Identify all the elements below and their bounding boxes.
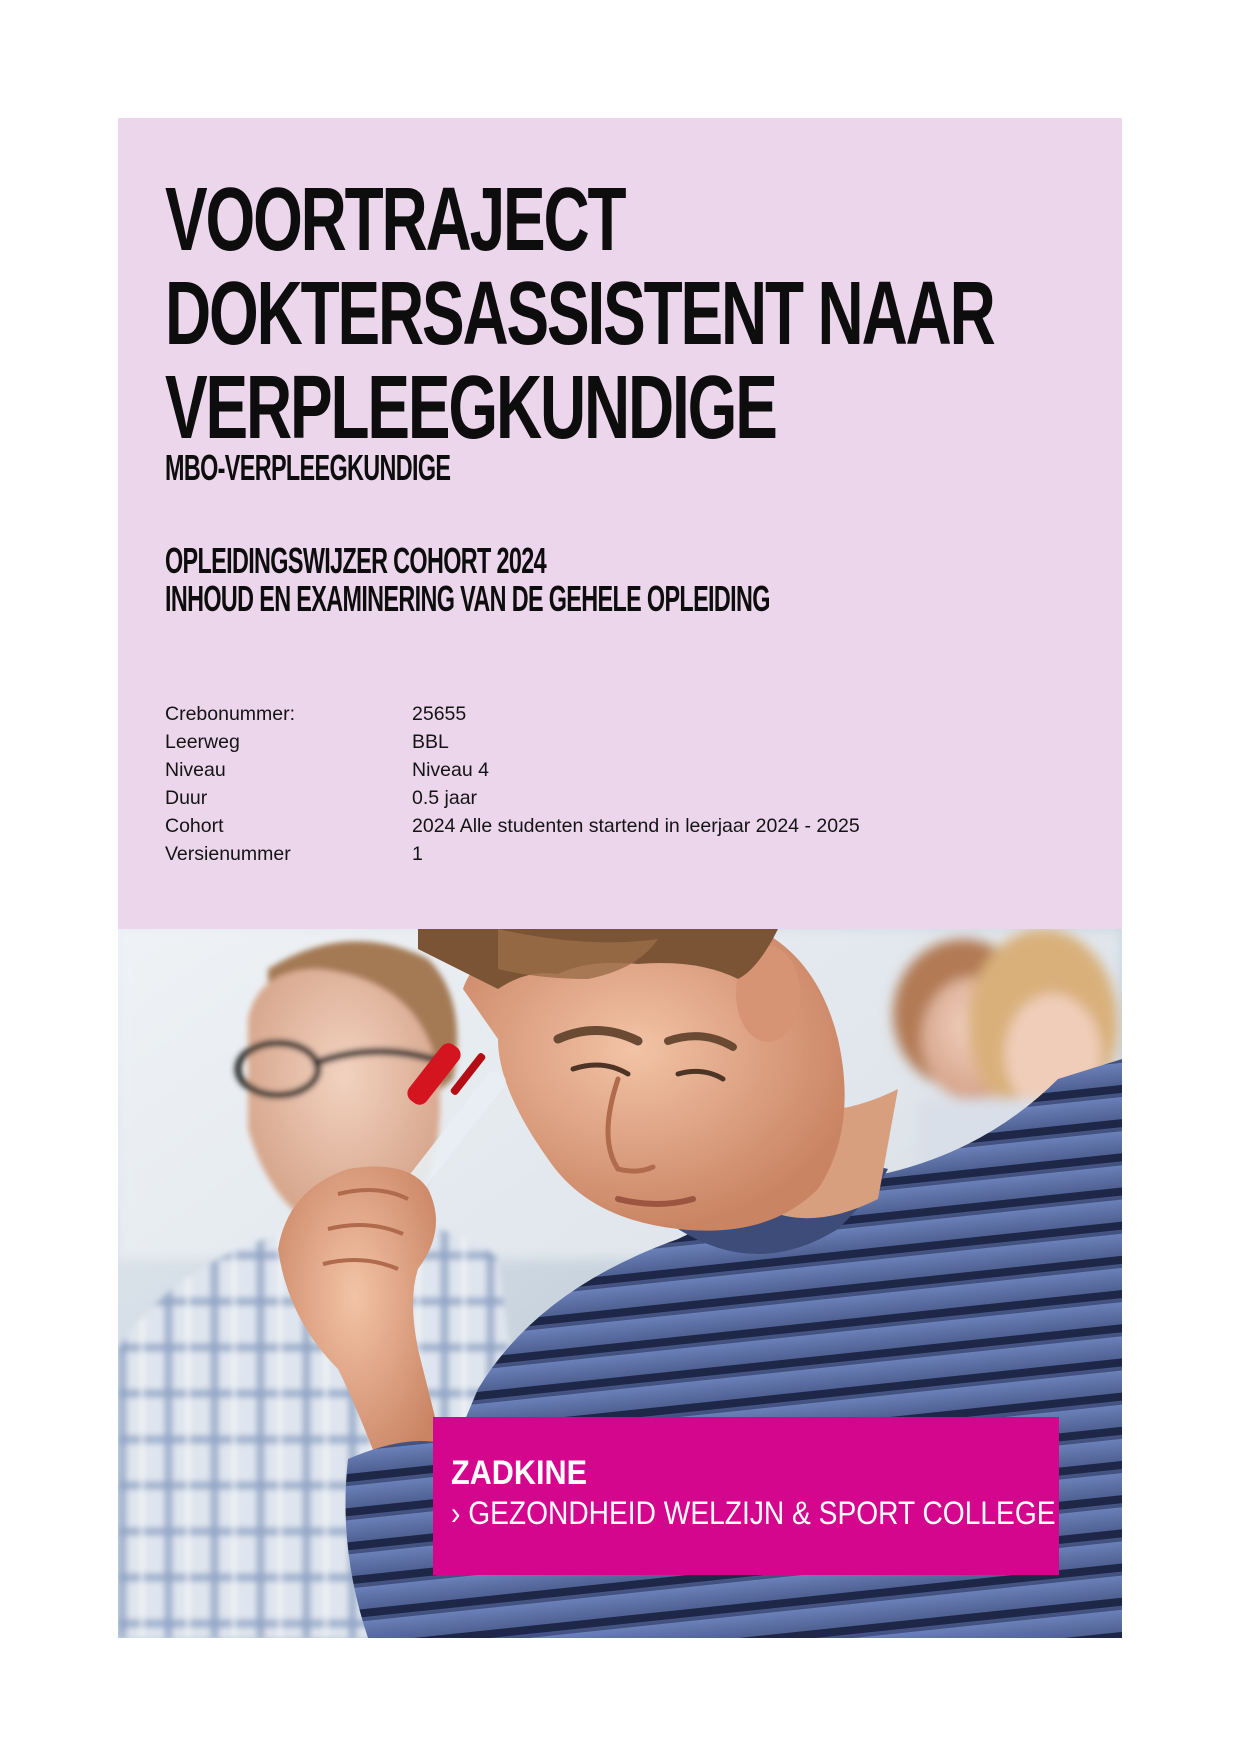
info-label: Duur bbox=[165, 787, 208, 809]
guide-heading bbox=[165, 542, 770, 618]
brand-logo-text: ZADKINE bbox=[451, 1454, 587, 1492]
cover-page bbox=[118, 118, 1122, 1638]
title-line-3: VERPLEEGKUNDIGE bbox=[165, 358, 776, 458]
program-info-table bbox=[165, 700, 860, 868]
info-row-duur bbox=[165, 784, 860, 812]
title-panel bbox=[118, 118, 1122, 929]
info-label: Niveau bbox=[165, 759, 226, 781]
info-row-niveau bbox=[165, 756, 860, 784]
info-label: Versienummer bbox=[165, 843, 291, 865]
college-name: › GEZONDHEID WELZIJN & SPORT COLLEGE bbox=[451, 1495, 1056, 1531]
info-row-versienummer bbox=[165, 840, 860, 868]
brand-banner bbox=[433, 1417, 1059, 1575]
guide-line-2: INHOUD EN EXAMINERING VAN DE GEHELE OPLEIDING bbox=[165, 578, 770, 619]
info-value: 0.5 jaar bbox=[412, 787, 478, 809]
title-line-1: VOORTRAJECT bbox=[165, 170, 625, 270]
title-line-2: DOKTERSASSISTENT NAAR bbox=[165, 264, 994, 364]
info-label: Leerweg bbox=[165, 731, 240, 753]
info-value: BBL bbox=[412, 731, 449, 753]
document-subtitle: MBO-VERPLEEGKUNDIGE bbox=[165, 447, 451, 488]
document-title bbox=[165, 170, 994, 458]
info-label: Cohort bbox=[165, 815, 224, 837]
guide-line-1: OPLEIDINGSWIJZER COHORT 2024 bbox=[165, 540, 546, 581]
info-row-crebonummer bbox=[165, 700, 860, 728]
info-label: Crebonummer: bbox=[165, 703, 296, 725]
info-row-leerweg bbox=[165, 728, 860, 756]
info-row-cohort bbox=[165, 812, 860, 840]
info-value: 1 bbox=[412, 843, 423, 865]
info-value: Niveau 4 bbox=[412, 759, 489, 781]
info-value: 25655 bbox=[412, 703, 467, 725]
info-value: 2024 Alle studenten startend in leerjaar 2024 - 2025 bbox=[412, 815, 860, 837]
